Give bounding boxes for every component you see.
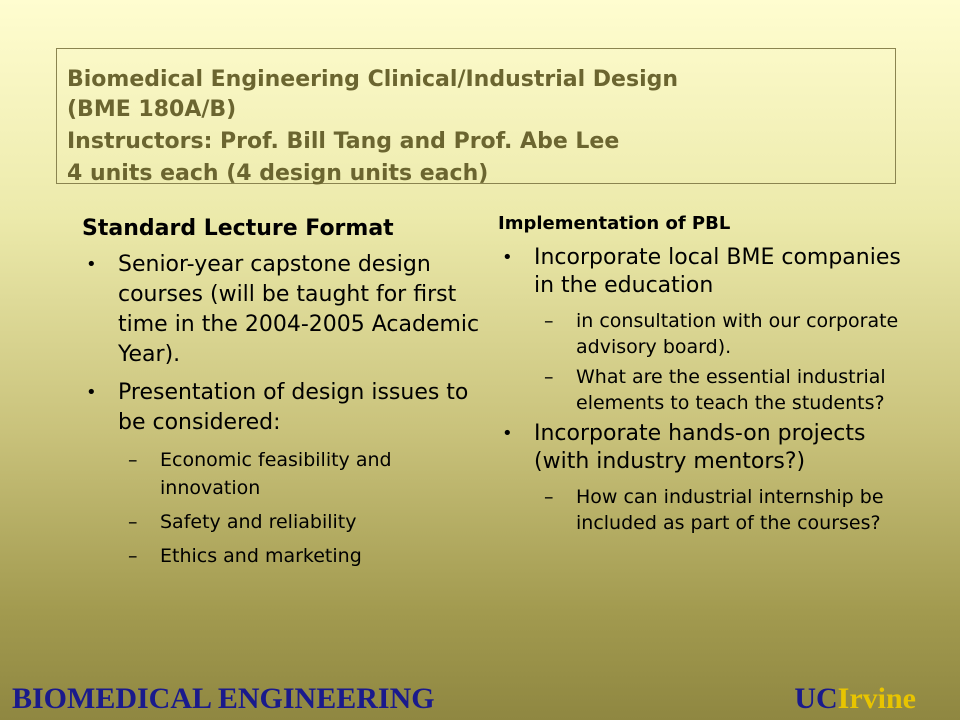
dash-icon: – [544, 366, 554, 388]
right-sub-2-text: What are the essential industrial elements to teach the students? [576, 366, 886, 414]
left-bullet-2 [82, 378, 482, 438]
left-sub-2-text: Safety and reliability [160, 511, 357, 533]
title-line-2: (BME 180A/B) [67, 97, 237, 122]
left-sub-3-text: Ethics and marketing [160, 545, 362, 567]
title-line-3: Instructors: Prof. Bill Tang and Prof. Abe Lee [67, 129, 620, 154]
dash-icon: – [544, 486, 554, 508]
right-bullet-2 [498, 420, 918, 476]
footer-irvine: Irvine [837, 682, 916, 715]
footer-university [794, 682, 916, 716]
dash-icon: – [128, 545, 138, 567]
left-heading: Standard Lecture Format [82, 216, 394, 241]
right-sub-1 [498, 308, 918, 360]
slide-title-box [56, 48, 896, 184]
left-sub-1 [82, 446, 482, 502]
dash-icon: – [544, 310, 554, 332]
left-bullet-1 [82, 250, 482, 370]
bullet-icon: • [86, 254, 97, 275]
title-line-4: 4 units each (4 design units each) [67, 161, 489, 186]
bullet-icon: • [86, 382, 97, 403]
right-bullet-2-text: Incorporate hands-on projects (with industry mentors?) [534, 421, 866, 474]
right-sub-1-text: in consultation with our corporate advisory board). [576, 310, 899, 358]
left-sub-2 [82, 508, 482, 536]
right-bullet-1 [498, 244, 918, 300]
bullet-icon: • [502, 423, 513, 444]
right-column [498, 210, 918, 540]
right-sub-2 [498, 364, 918, 416]
left-sub-1-text: Economic feasibility and innovation [160, 449, 392, 499]
left-column [82, 214, 482, 576]
footer-department: BIOMEDICAL ENGINEERING [12, 682, 435, 715]
right-bullet-1-text: Incorporate local BME companies in the education [534, 245, 901, 298]
left-sub-3 [82, 542, 482, 570]
right-heading: Implementation of PBL [498, 213, 731, 234]
right-sub-3 [498, 484, 918, 536]
right-sub-3-text: How can industrial internship be included as part of the courses? [576, 486, 884, 534]
footer-uc: UC [794, 682, 838, 715]
title-line-1: Biomedical Engineering Clinical/Industrial Design [67, 67, 679, 92]
left-bullet-2-text: Presentation of design issues to be considered: [118, 380, 469, 435]
left-bullet-1-text: Senior-year capstone design courses (will be taught for first time in the 2004-2005 Academic Year). [118, 252, 480, 367]
bullet-icon: • [502, 247, 513, 268]
dash-icon: – [128, 449, 138, 471]
dash-icon: – [128, 511, 138, 533]
